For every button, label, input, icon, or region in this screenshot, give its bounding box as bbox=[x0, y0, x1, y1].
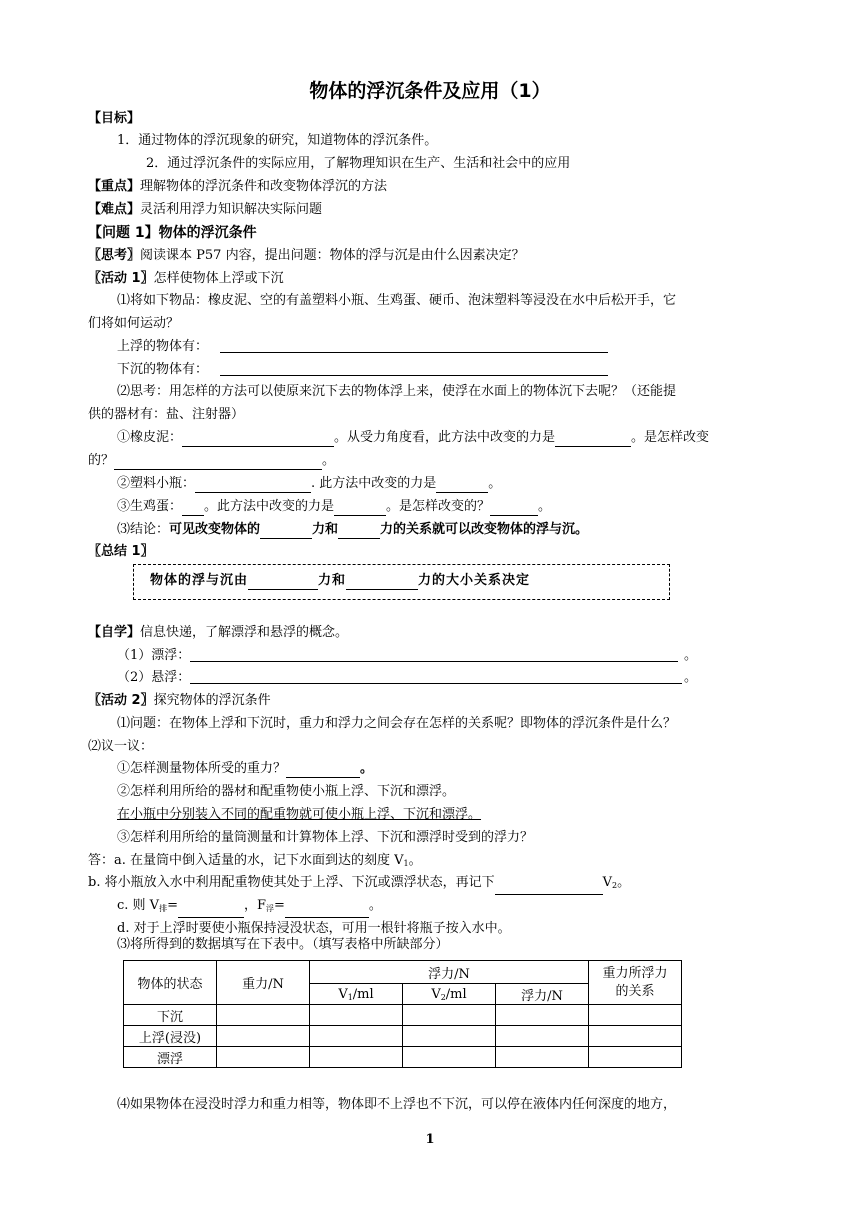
answer-a bbox=[88, 852, 422, 873]
table-row-label: 漂浮 bbox=[124, 1047, 217, 1068]
suspend-end: 。 bbox=[684, 670, 698, 685]
egg-blank-1[interactable] bbox=[182, 502, 204, 516]
table-cell[interactable] bbox=[589, 1026, 682, 1047]
answer-b-v: V bbox=[602, 875, 612, 890]
clay-text-c: 。是怎样改变 bbox=[631, 430, 710, 445]
data-table bbox=[123, 960, 682, 1068]
page-number: 1 bbox=[425, 1132, 435, 1147]
bottle-line bbox=[117, 475, 501, 493]
table-cell[interactable] bbox=[403, 1047, 496, 1068]
table-header-relation bbox=[589, 961, 682, 1005]
table-cell[interactable] bbox=[217, 1005, 310, 1026]
egg-blank-3[interactable] bbox=[490, 502, 538, 516]
table-header-buoyancy-2: 浮力/N bbox=[496, 984, 589, 1005]
conclusion-text-d: 力的关系就可以改变物体的浮与沉。 bbox=[380, 522, 589, 537]
activity-1-p1b: 们将如何运动？ bbox=[88, 316, 180, 331]
answer-b-text: b. 将小瓶放入水中利用配重物使其处于上浮、下沉或漂浮状态，再记下 bbox=[88, 875, 495, 890]
answer-c-eq-2: = bbox=[274, 898, 285, 913]
table-header-v2-sub: 2 bbox=[440, 992, 446, 1002]
table-cell[interactable] bbox=[217, 1047, 310, 1068]
up-label: 上浮的物体有： bbox=[117, 339, 209, 354]
summary-1-blank-2[interactable] bbox=[346, 576, 418, 590]
table-header-gravity: 重力/N bbox=[217, 961, 310, 1005]
summary-1-blank-1[interactable] bbox=[248, 576, 318, 590]
answer-c bbox=[117, 897, 382, 918]
activity-2-question: ⑴问题：在物体上浮和下沉时，重力和浮力之间会存在怎样的关系呢？即物体的浮沉条件是什么？ bbox=[117, 716, 677, 731]
activity-1-p2a: ⑵思考：用怎样的方法可以使原来沉下去的物体浮上来，使浮在水面上的物体沉下去呢？（还能提 bbox=[117, 384, 677, 399]
answer-c-f: ，F bbox=[243, 898, 267, 913]
think-label: 〖思考〗 bbox=[88, 248, 141, 263]
table-cell[interactable] bbox=[403, 1026, 496, 1047]
conclusion-label: ⑶结论： bbox=[117, 522, 170, 537]
question-1-heading: 【问题 1】物体的浮沉条件 bbox=[88, 225, 257, 241]
key-label: 【重点】 bbox=[88, 179, 141, 194]
clay-blank-1[interactable] bbox=[182, 433, 334, 447]
diff-text: 灵活利用浮力知识解决实际问题 bbox=[140, 202, 323, 217]
discuss-2-answer: 在小瓶中分别装入不同的配重物就可使小瓶上浮、下沉和漂浮。 bbox=[117, 807, 482, 822]
key-point bbox=[88, 178, 387, 196]
goal-2: 2．通过浮沉条件的实际应用，了解物理知识在生产、生活和社会中的应用 bbox=[146, 156, 571, 171]
think bbox=[88, 247, 525, 265]
table-row bbox=[124, 1047, 682, 1068]
bottle-text-b: . 此方法中改变的力是 bbox=[311, 476, 437, 491]
summary-1-text-c: 力的大小关系决定 bbox=[418, 573, 531, 588]
bottle-blank-1[interactable] bbox=[195, 479, 311, 493]
summary-1-text bbox=[150, 572, 530, 590]
table-cell[interactable] bbox=[496, 1005, 589, 1026]
activity-2-discuss: ⑵议一议： bbox=[88, 739, 154, 754]
table-intro: ⑶将所得到的数据填写在下表中。（填写表格中所缺部分） bbox=[117, 937, 449, 952]
activity-2-label: 〖活动 2〗 bbox=[88, 693, 154, 708]
float-label: （1）漂浮： bbox=[117, 648, 191, 663]
table-cell[interactable] bbox=[310, 1005, 403, 1026]
clay-text-d: 的？ bbox=[88, 453, 115, 468]
last-paragraph: ⑷如果物体在浸没时浮力和重力相等，物体即不上浮也不下沉，可以停在液体内任何深度的地方， bbox=[117, 1097, 677, 1112]
table-header-v2 bbox=[403, 984, 496, 1005]
egg-label: ③生鸡蛋： bbox=[117, 499, 183, 514]
summary-1-text-a: 物体的浮与沉由 bbox=[150, 573, 249, 588]
answer-d: d. 对于上浮时要使小瓶保持浸没状态，可用一根针将瓶子按入水中。 bbox=[117, 921, 511, 936]
table-cell[interactable] bbox=[217, 1026, 310, 1047]
table-header-relation-2: 的关系 bbox=[615, 983, 655, 999]
answer-b bbox=[88, 874, 630, 895]
discuss-2: ②怎样利用所给的器材和配重物使小瓶上浮、下沉和漂浮。 bbox=[117, 784, 456, 799]
table-header-v1 bbox=[310, 984, 403, 1005]
answer-c-eq-1: = bbox=[167, 898, 178, 913]
activity-1-label: 〖活动 1〗 bbox=[88, 271, 154, 286]
bottle-label: ②塑料小瓶： bbox=[117, 476, 196, 491]
table-cell[interactable] bbox=[403, 1005, 496, 1026]
suspend-blank[interactable] bbox=[190, 683, 682, 684]
answer-c-text: c. 则 V bbox=[117, 898, 160, 913]
bottle-blank-2[interactable] bbox=[436, 479, 488, 493]
table-row-label: 下沉 bbox=[124, 1005, 217, 1026]
table-header-v1-v: V bbox=[338, 986, 348, 1002]
discuss-1-blank[interactable] bbox=[286, 764, 360, 778]
table-row-label: 上浮(浸没) bbox=[124, 1026, 217, 1047]
conclusion-blank-1[interactable] bbox=[260, 525, 312, 539]
table-cell[interactable] bbox=[310, 1047, 403, 1068]
table-cell[interactable] bbox=[496, 1047, 589, 1068]
answer-c-sub-1: 排 bbox=[159, 904, 168, 913]
answer-a-text: 答：a. 在量筒中倒入适量的水，记下水面到达的刻度 V bbox=[88, 853, 404, 868]
activity-1-text: 怎样使物体上浮或下沉 bbox=[153, 271, 284, 286]
table-header-relation-1: 重力所浮力 bbox=[602, 965, 668, 981]
table-header-v2-v: V bbox=[431, 986, 441, 1002]
discuss-1 bbox=[117, 760, 373, 778]
clay-blank-2[interactable] bbox=[555, 433, 631, 447]
answer-c-sub-2: 浮 bbox=[266, 904, 275, 913]
table-header-v1-sub: 1 bbox=[347, 992, 353, 1002]
conclusion-blank-2[interactable] bbox=[338, 525, 380, 539]
conclusion-line bbox=[117, 521, 588, 539]
answer-c-blank-2[interactable] bbox=[285, 904, 369, 918]
discuss-1-end: 。 bbox=[360, 761, 374, 776]
answer-a-sub: 1 bbox=[403, 859, 409, 868]
activity-1-p2b: 供的器材有：盐、注射器） bbox=[88, 407, 245, 422]
table-header-v1-unit: /ml bbox=[352, 986, 374, 1002]
suspend-label: （2）悬浮： bbox=[117, 670, 191, 685]
difficulty bbox=[88, 201, 322, 219]
activity-1 bbox=[88, 270, 284, 288]
egg-text-c: 。是怎样改变的？ bbox=[386, 499, 491, 514]
egg-line bbox=[117, 498, 551, 516]
clay-line-2 bbox=[88, 452, 335, 470]
summary-1-text-b: 力和 bbox=[318, 573, 347, 588]
goal-label: 【目标】 bbox=[88, 111, 141, 126]
goal-1: 1．通过物体的浮沉现象的研究，知道物体的浮沉条件。 bbox=[117, 133, 438, 148]
clay-text-b: 。从受力角度看，此方法中改变的力是 bbox=[334, 430, 556, 445]
down-blank[interactable] bbox=[220, 375, 608, 376]
egg-text-d: 。 bbox=[538, 499, 552, 514]
discuss-3: ③怎样利用所给的量筒测量和计算物体上浮、下沉和漂浮时受到的浮力？ bbox=[117, 830, 534, 845]
self-study-text: 信息快递，了解漂浮和悬浮的概念。 bbox=[140, 625, 349, 640]
answer-b-blank[interactable] bbox=[495, 881, 603, 895]
float-blank[interactable] bbox=[190, 661, 678, 662]
egg-text-b: 。此方法中改变的力是 bbox=[204, 499, 335, 514]
clay-blank-3[interactable] bbox=[114, 456, 322, 470]
activity-2 bbox=[88, 692, 271, 710]
clay-text-e: 。 bbox=[322, 453, 336, 468]
table-cell[interactable] bbox=[496, 1026, 589, 1047]
self-study bbox=[88, 624, 348, 642]
table-cell[interactable] bbox=[589, 1005, 682, 1026]
answer-b-sub: 2 bbox=[611, 881, 618, 890]
summary-1-label: 〖总结 1〗 bbox=[88, 544, 154, 559]
think-text: 阅读课本 P57 内容，提出问题：物体的浮与沉是由什么因素决定？ bbox=[140, 248, 525, 263]
answer-c-blank-1[interactable] bbox=[178, 904, 244, 918]
clay-line bbox=[117, 429, 709, 447]
table-header-state: 物体的状态 bbox=[124, 961, 217, 1005]
answer-b-end: 。 bbox=[617, 875, 631, 890]
answer-a-end: 。 bbox=[408, 853, 422, 868]
diff-label: 【难点】 bbox=[88, 202, 141, 217]
page-title: 物体的浮沉条件及应用（1） bbox=[309, 80, 551, 102]
table-row bbox=[124, 1005, 682, 1026]
activity-1-p1a: ⑴将如下物品：橡皮泥、空的有盖塑料小瓶、生鸡蛋、硬币、泡沫塑料等浸没在水中后松开手，它 bbox=[117, 293, 677, 308]
table-header-v2-unit: /ml bbox=[445, 986, 467, 1002]
answer-c-end: 。 bbox=[368, 898, 382, 913]
float-end: 。 bbox=[684, 648, 698, 663]
self-study-label: 【自学】 bbox=[88, 625, 141, 640]
conclusion-text-b: 可见改变物体的 bbox=[169, 522, 261, 537]
bottle-text-c: 。 bbox=[488, 476, 502, 491]
table-row bbox=[124, 1026, 682, 1047]
clay-label: ①橡皮泥： bbox=[117, 430, 183, 445]
up-blank[interactable] bbox=[220, 352, 608, 353]
key-text: 理解物体的浮沉条件和改变物体浮沉的方法 bbox=[140, 179, 388, 194]
conclusion-text-c: 力和 bbox=[312, 522, 339, 537]
egg-blank-2[interactable] bbox=[334, 502, 386, 516]
activity-2-text: 探究物体的浮沉条件 bbox=[153, 693, 271, 708]
down-label: 下沉的物体有： bbox=[117, 362, 209, 377]
table-header-buoyancy: 浮力/N bbox=[310, 961, 589, 984]
table-cell[interactable] bbox=[310, 1026, 403, 1047]
discuss-1-text: ①怎样测量物体所受的重力？ bbox=[117, 761, 287, 776]
table-cell[interactable] bbox=[589, 1047, 682, 1068]
